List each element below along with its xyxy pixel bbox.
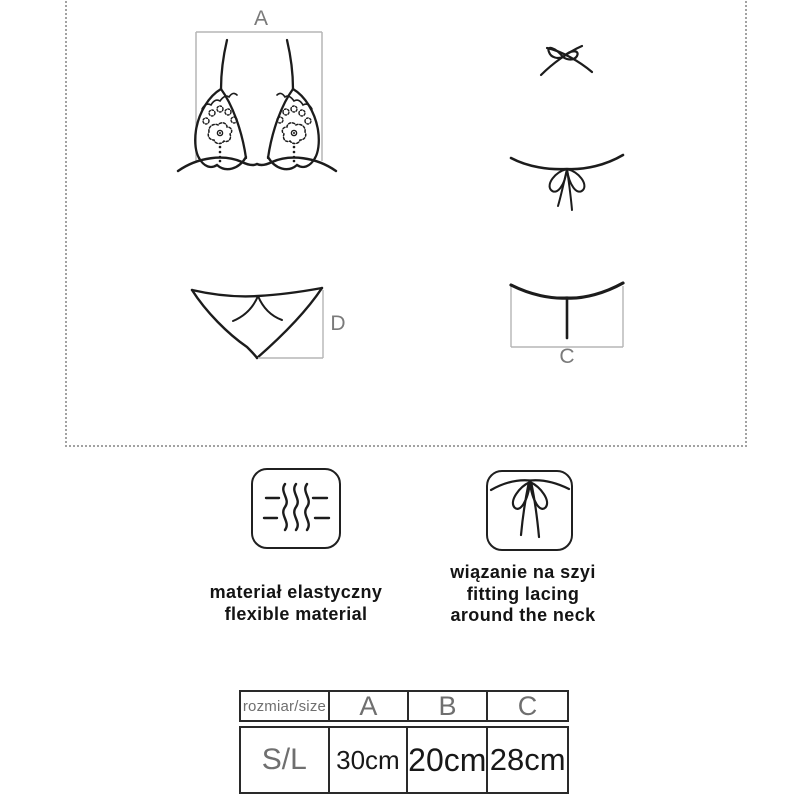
bra-top-front-drawing bbox=[178, 40, 336, 171]
panty-front-drawing bbox=[192, 288, 346, 358]
size-table-cell: S/L bbox=[261, 743, 307, 776]
neck-lacing-caption bbox=[398, 562, 648, 627]
dimension-c-label: C bbox=[559, 345, 575, 368]
caption-line: materiał elastyczny bbox=[209, 582, 383, 602]
neck-tie-bow bbox=[541, 46, 592, 75]
size-table-cell: 30cm bbox=[328, 728, 407, 792]
caption-line: around the neck bbox=[450, 605, 596, 625]
size-table-header-cell: A bbox=[328, 692, 407, 720]
caption-line: flexible material bbox=[224, 604, 368, 624]
dimension-a-label: A bbox=[253, 7, 269, 30]
size-table-header-cell: rozmiar/size bbox=[242, 697, 327, 715]
panty-back-band-drawing bbox=[511, 283, 623, 368]
neck-lacing-bow-icon bbox=[489, 473, 571, 549]
dimension-d-label: D bbox=[330, 312, 346, 335]
size-table-cell: 20cm bbox=[406, 728, 486, 792]
size-table-header-cell: B bbox=[407, 692, 486, 720]
elastic-waves-icon bbox=[254, 471, 339, 547]
bra-top-back-drawing bbox=[511, 46, 623, 210]
neck-lacing-feature-box bbox=[486, 470, 573, 551]
size-table-data-row bbox=[239, 726, 569, 794]
caption-line: fitting lacing bbox=[466, 583, 580, 604]
back-band-with-bow bbox=[511, 155, 623, 210]
caption-line: wiązanie na szyi bbox=[450, 562, 596, 582]
elastic-material-feature-box bbox=[251, 468, 341, 549]
size-table-header-cell: C bbox=[486, 692, 567, 720]
size-table-header-row bbox=[239, 690, 569, 722]
size-table-cell: 28cm bbox=[486, 728, 567, 792]
